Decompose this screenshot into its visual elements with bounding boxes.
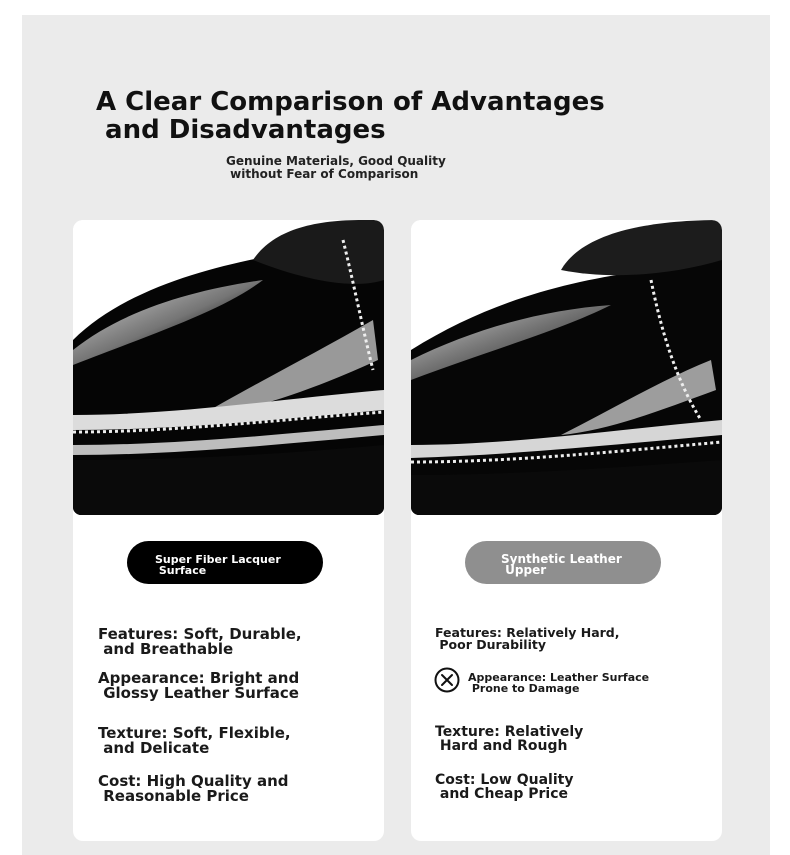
- page-subtitle: Genuine Materials, Good Quality without Fear of Comparison: [226, 154, 446, 181]
- comparison-card-super-fiber: [73, 220, 384, 841]
- feature-cost: Cost: High Quality and Reasonable Price: [98, 772, 289, 805]
- feature-texture: Texture: Soft, Flexible, and Delicate: [98, 724, 291, 757]
- comparison-card-synthetic: [411, 220, 722, 841]
- shoe-photo-synthetic: [411, 220, 722, 515]
- feature-durability: Features: Soft, Durable, and Breathable: [98, 625, 302, 658]
- shoe-photo-glossy: [73, 220, 384, 515]
- page-title: A Clear Comparison of Advantages and Disadvantages: [96, 87, 605, 145]
- feature-cost: Cost: Low Quality and Cheap Price: [435, 772, 574, 802]
- feature-appearance: Appearance: Bright and Glossy Leather Surface: [98, 669, 300, 702]
- feature-texture: Texture: Relatively Hard and Rough: [435, 724, 584, 754]
- x-circle-icon: [434, 667, 460, 693]
- material-label-super-fiber: Super Fiber Lacquer Surface: [127, 541, 323, 584]
- feature-durability: Features: Relatively Hard, Poor Durability: [435, 625, 620, 652]
- material-label-synthetic: Synthetic Leather Upper: [465, 541, 661, 584]
- feature-appearance: Appearance: Leather Surface Prone to Damage: [468, 671, 650, 695]
